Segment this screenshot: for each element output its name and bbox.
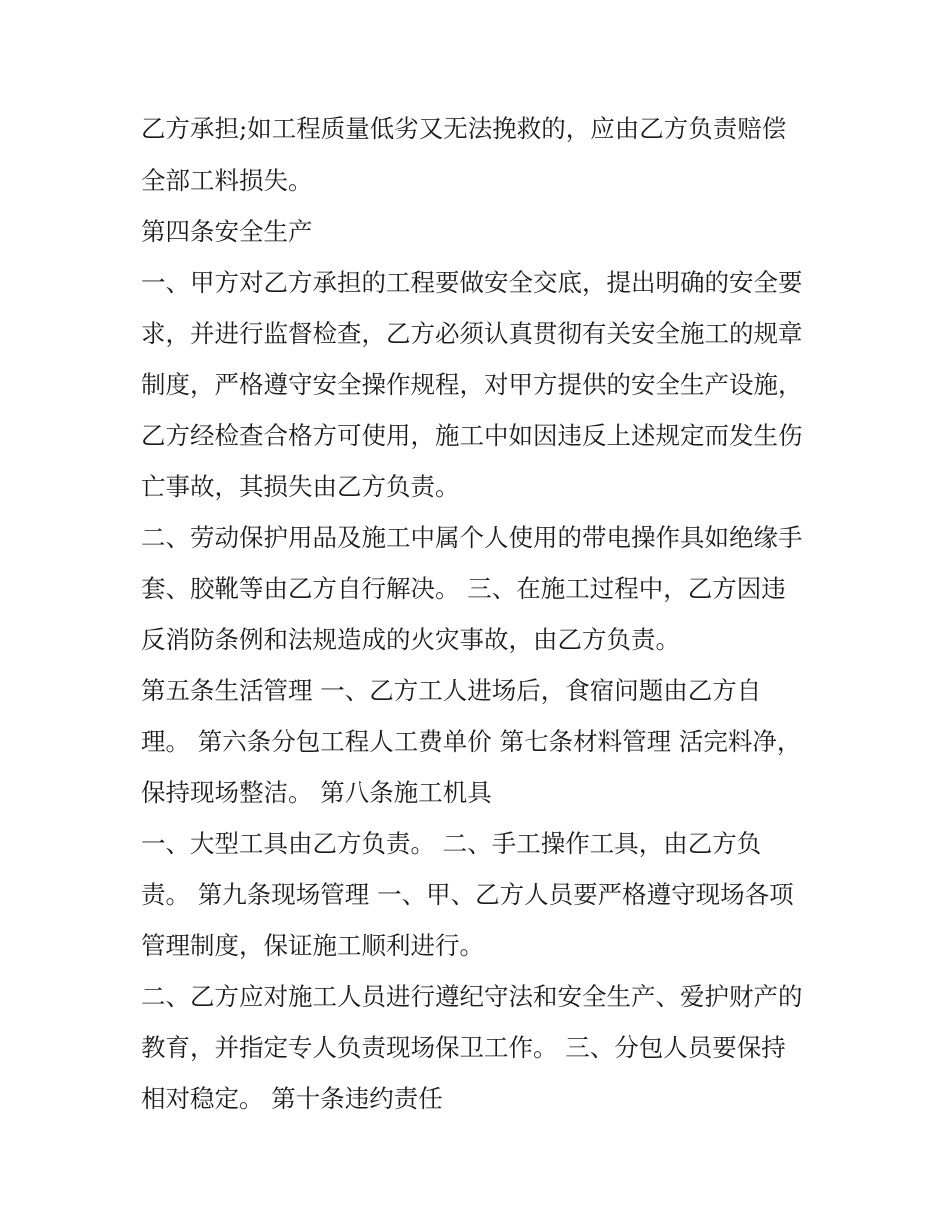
section-heading: 第四条安全生产 [141,217,313,246]
text-line: 一、甲方对乙方承担的工程要做安全交底，提出明确的安全要 [141,268,803,297]
text-line: 相对稳定。 第十条违约责任 [141,1084,443,1113]
text-line: 管理制度，保证施工顺利进行。 [141,931,484,960]
text-line: 教育，并指定专人负责现场保卫工作。 三、分包人员要保持 [141,1033,786,1062]
text-line: 反消防条例和法规造成的火灾事故，由乙方负责。 [141,625,680,654]
text-line: 亡事故，其损失由乙方负责。 [141,472,460,501]
text-line: 套、胶靴等由乙方自行解决。 三、在施工过程中，乙方因违 [141,574,786,603]
text-line: 二、劳动保护用品及施工中属个人使用的带电操作具如绝缘手 [141,523,803,552]
text-line: 责。 第九条现场管理 一、甲、乙方人员要严格遵守现场各项 [141,880,794,909]
text-line: 第五条生活管理 一、乙方工人进场后，食宿问题由乙方自 [141,676,762,705]
text-line: 全部工料损失。 [141,166,313,195]
text-line: 乙方经检查合格方可使用，施工中如因违反上述规定而发生伤 [141,421,803,450]
text-line: 乙方承担;如工程质量低劣又无法挽救的，应由乙方负责赔偿 [141,114,787,143]
text-line: 二、乙方应对施工人员进行遵纪守法和安全生产、爱护财产的 [141,982,803,1011]
text-line: 一、大型工具由乙方负责。 二、手工操作工具，由乙方负 [141,829,762,858]
text-line: 求，并进行监督检查，乙方必须认真贯彻有关安全施工的规章 [141,319,803,348]
text-line: 制度，严格遵守安全操作规程，对甲方提供的安全生产设施， [141,370,803,399]
text-line: 理。 第六条分包工程人工费单价 第七条材料管理 活完料净， [141,727,802,756]
text-line: 保持现场整洁。 第八条施工机具 [141,778,492,807]
